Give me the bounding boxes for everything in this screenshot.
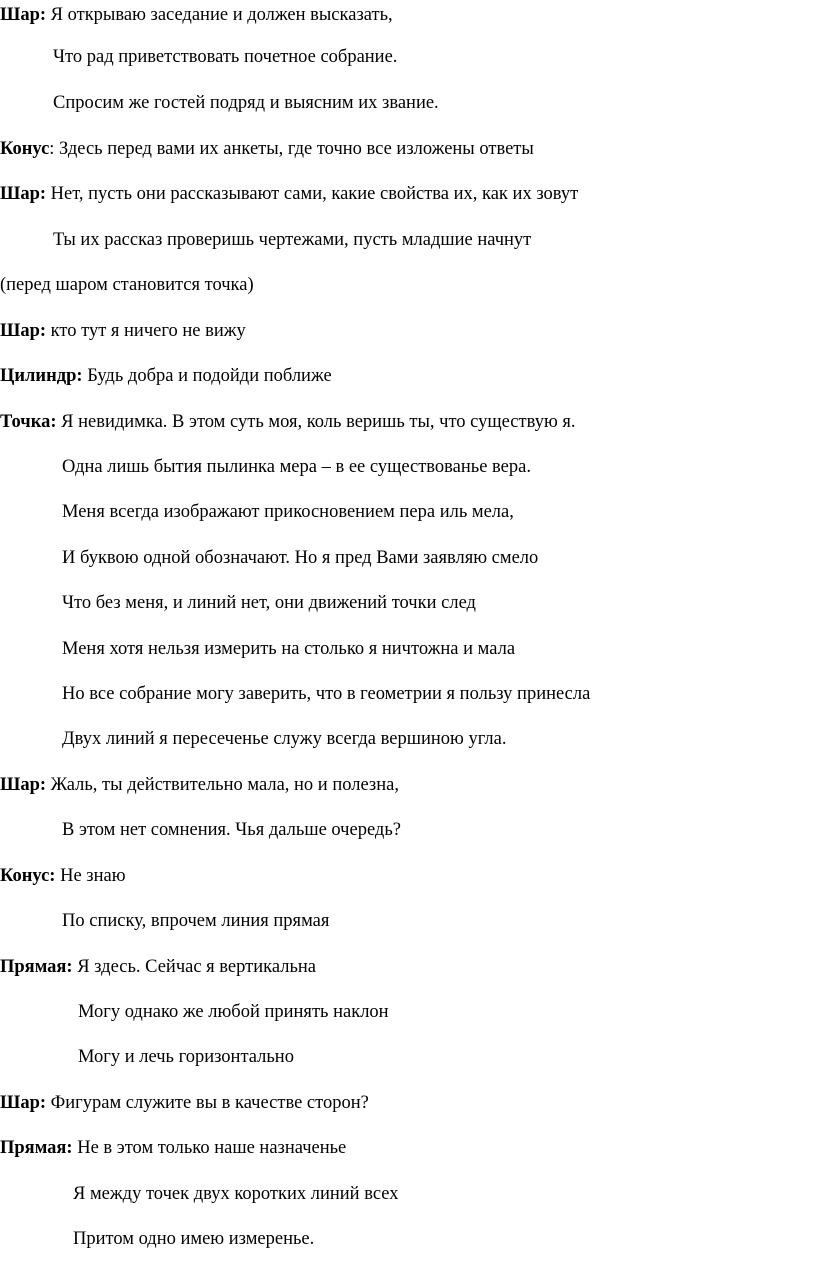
line-text: : Здесь перед вами их анкеты, где точно все изложены ответы [49, 139, 534, 159]
script-line [0, 861, 126, 891]
script-line [53, 88, 439, 118]
script-line [62, 543, 538, 573]
script-line [0, 134, 534, 164]
script-line [0, 952, 316, 982]
line-text: Спросим же гостей подряд и выясним их звание. [53, 93, 439, 113]
line-text: Что без меня, и линий нет, они движений точки след [62, 593, 476, 613]
script-line [0, 1133, 346, 1163]
script-line [62, 452, 531, 482]
line-text: По списку, впрочем линия прямая [62, 911, 330, 931]
line-text: Нет, пусть они рассказывают сами, какие свойства их, как их зовут [46, 184, 579, 204]
line-text: Жаль, ты действительно мала, но и полезна, [46, 775, 399, 795]
script-line [0, 316, 246, 346]
script-line [62, 679, 590, 709]
script-line [78, 997, 389, 1027]
line-text: Я невидимка. В этом суть моя, коль веришь ты, что существую я. [56, 412, 576, 432]
script-line [0, 407, 576, 437]
speaker-name: Прямая: [0, 1138, 73, 1158]
line-text: Меня всегда изображают прикосновением пера иль мела, [62, 502, 514, 522]
speaker-name: Прямая: [0, 957, 73, 977]
script-line [0, 361, 332, 391]
line-text: Могу и лечь горизонтально [78, 1047, 294, 1067]
script-line [62, 634, 515, 664]
script-line [62, 906, 329, 936]
speaker-name: Шар: [0, 775, 47, 795]
line-text: Не знаю [55, 866, 126, 886]
line-text: В этом нет сомнения. Чья дальше очередь? [62, 820, 401, 840]
line-text: Что рад приветствовать почетное собрание. [53, 47, 398, 67]
speaker-name: Цилиндр: [0, 366, 83, 386]
speaker-name: Шар: [0, 1093, 47, 1113]
line-text: Притом одно имею измеренье. [73, 1229, 315, 1249]
line-text: Я открываю заседание и должен высказать, [46, 5, 393, 25]
line-text: Я здесь. Сейчас я вертикальна [72, 957, 316, 977]
script-line [78, 1042, 294, 1072]
line-text: Фигурам служите вы в качестве сторон? [46, 1093, 369, 1113]
script-line [62, 724, 506, 754]
script-line [0, 179, 578, 209]
speaker-name: Конус [0, 139, 50, 159]
script-line [53, 225, 531, 255]
script-line [0, 0, 393, 30]
script-line [73, 1179, 398, 1209]
script-line [62, 497, 514, 527]
line-text: Двух линий я пересеченье служу всегда вершиною угла. [62, 729, 507, 749]
line-text: Будь добра и подойди поближе [82, 366, 332, 386]
speaker-name: Шар: [0, 5, 47, 25]
speaker-name: Точка: [0, 412, 57, 432]
script-line [0, 770, 399, 800]
speaker-name: Шар: [0, 321, 47, 341]
speaker-name: Конус: [0, 866, 56, 886]
script-line [53, 42, 397, 72]
line-text: Могу однако же любой принять наклон [78, 1002, 389, 1022]
script-line [73, 1224, 314, 1254]
script-line [0, 1088, 369, 1118]
line-text: Но все собрание могу заверить, что в геометрии я пользу принесла [62, 684, 591, 704]
line-text: Одна лишь бытия пылинка мера – в ее существованье вера. [62, 457, 531, 477]
line-text: Не в этом только наше назначенье [72, 1138, 347, 1158]
script-line [62, 588, 476, 618]
line-text: кто тут я ничего не вижу [46, 321, 246, 341]
stage-direction [0, 270, 254, 300]
script-line [62, 815, 401, 845]
line-text: Я между точек двух коротких линий всех [73, 1184, 399, 1204]
line-text: Меня хотя нельзя измерить на столько я ничтожна и мала [62, 639, 516, 659]
speaker-name: Шар: [0, 184, 47, 204]
line-text: Ты их рассказ проверишь чертежами, пусть младшие начнут [53, 230, 532, 250]
line-text: (перед шаром становится точка) [0, 275, 254, 295]
line-text: И буквою одной обозначают. Но я пред Вами заявляю смело [62, 548, 539, 568]
